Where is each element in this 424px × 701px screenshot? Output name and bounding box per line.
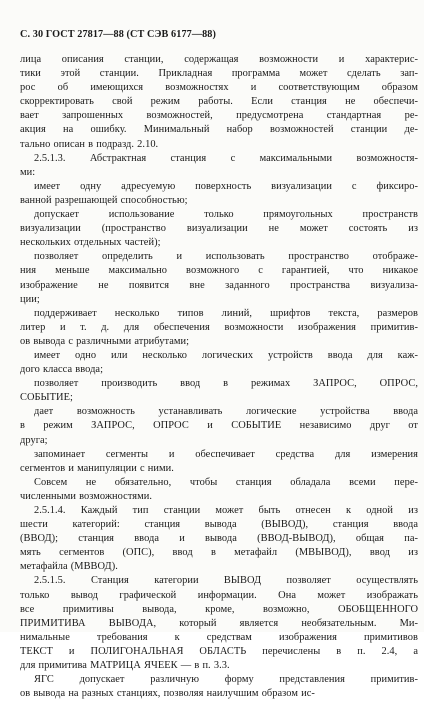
text-line: акция на ошибку. Минимальный набор возможностей станции де- <box>20 124 418 136</box>
text-line: лица описания станции, содержащая возможности и характерис- <box>20 54 418 65</box>
text-line: метафайла (МВВОД). <box>20 561 118 573</box>
paragraph <box>20 250 418 306</box>
paragraph <box>20 574 418 673</box>
text-line: дает возможность устанавливать логические устройства ввода <box>34 406 418 418</box>
text-line: только вывод графической информации. Она может изображать <box>20 589 418 601</box>
text-line: сегментов и манипуляции с ними. <box>20 462 174 474</box>
text-line: запоминает сегменты и обеспечивает средства для измерения <box>34 448 418 460</box>
text-line: мять сегментов (ОПС), ввод в метафайл (МВЫВОД), ввод из <box>20 547 418 559</box>
text-line: допускает использование только прямоугольных пространств <box>34 209 418 221</box>
text-line: визуализации (пространство визуализации не может состоять из <box>20 223 418 235</box>
text-line: ванной разрешающей способностью; <box>20 194 188 206</box>
page-header: С. 30 ГОСТ 27817—88 (СТ СЭВ 6177—88) <box>20 29 216 40</box>
paragraph <box>20 504 418 574</box>
text-line: для примитива МАТРИЦА ЯЧЕЕК — в п. 3.3. <box>20 660 230 672</box>
text-line: 2.5.1.4. Каждый тип станции может быть отнесен к одной из <box>34 505 418 516</box>
text-line: имеет одну адресуемую поверхность визуализации с фиксиро- <box>34 180 418 192</box>
text-line: численными возможностями. <box>20 490 153 502</box>
text-line: дого класса ввода; <box>20 364 104 376</box>
text-line: тально описан в подразд. 2.10. <box>20 138 159 150</box>
text-line: Совсем не обязательно, чтобы станция обладала всеми пере- <box>34 476 418 488</box>
document-body <box>20 53 418 701</box>
text-line: тики этой станции. Прикладная программа может сделать зап- <box>20 68 418 80</box>
paragraph <box>20 377 418 405</box>
text-line: позволяет определить и использовать пространство отображе- <box>34 251 418 263</box>
text-line: в режим ЗАПРОС, ОПРОС и СОБЫТИЕ независимо друг от <box>20 420 418 432</box>
paragraph <box>20 180 418 208</box>
text-line: (ВВОД); станция ввода и вывода (ВВОД-ВЫВОД), общая па- <box>20 533 418 545</box>
text-line: ПРИМИТИВА ВЫВОДА, который является необязательным. Ми- <box>20 617 418 629</box>
text-line: скорректировать свой режим работы. Если станция не обеспечи- <box>20 96 418 108</box>
text-line: ции; <box>20 293 40 305</box>
text-line: ов вывода на разных станциях, позволяя наилучшим образом ис- <box>20 688 315 700</box>
text-line: рос об имеющихся возможностях и соответствующим образом <box>20 82 418 94</box>
paragraph <box>20 208 418 250</box>
text-line: позволяет производить ввод в режимах ЗАПРОС, ОПРОС, <box>34 378 418 390</box>
text-line: ми: <box>20 166 36 178</box>
text-line: нескольких отдельных частей); <box>20 237 161 249</box>
text-line: нимальные требования к средствам изображения примитивов <box>20 631 418 643</box>
text-line: 2.5.1.3. Абстрактная станция с максимальными возможностя- <box>34 152 418 164</box>
paragraph <box>20 476 418 504</box>
text-line: имеет одно или несколько логических устройств ввода для каж- <box>34 349 418 361</box>
text-line: шести категорий: станция вывода (ВЫВОД), станция ввода <box>20 519 418 531</box>
text-line: СОБЫТИЕ; <box>20 392 73 404</box>
paragraph <box>20 405 418 447</box>
text-line: поддерживает несколько типов линий, шрифтов текста, размеров <box>34 307 418 319</box>
text-line: изображение не появится вне заданного пространства визуализа- <box>20 279 418 291</box>
text-line: ЯГС допускает различную форму представления примитив- <box>34 674 418 686</box>
text-line: ов вывода с различными атрибутами; <box>20 335 190 347</box>
text-line: вает запрошенных возможностей, предусмотрена стандартная ре- <box>20 110 418 122</box>
paragraph <box>20 673 418 701</box>
paragraph <box>20 307 418 349</box>
text-line: ТЕКСТ и ПОЛИГОНАЛЬНАЯ ОБЛАСТЬ перечислены в п. 2.4, а <box>20 645 418 657</box>
text-line: литер и т. д. для обеспечения возможности изображения примитив- <box>20 321 418 333</box>
paragraph <box>20 349 418 377</box>
text-line: 2.5.1.5. Станция категории ВЫВОД позволяет осуществлять <box>34 575 418 587</box>
paragraph <box>20 152 418 180</box>
text-line: ния меньше максимально возможного с гарантией, что никакое <box>20 265 418 277</box>
paragraph <box>20 53 418 152</box>
paragraph <box>20 448 418 476</box>
text-line: друга; <box>20 434 48 446</box>
text-line: все примитивы вывода, кроме, возможно, ОБОБЩЕННОГО <box>20 603 418 615</box>
